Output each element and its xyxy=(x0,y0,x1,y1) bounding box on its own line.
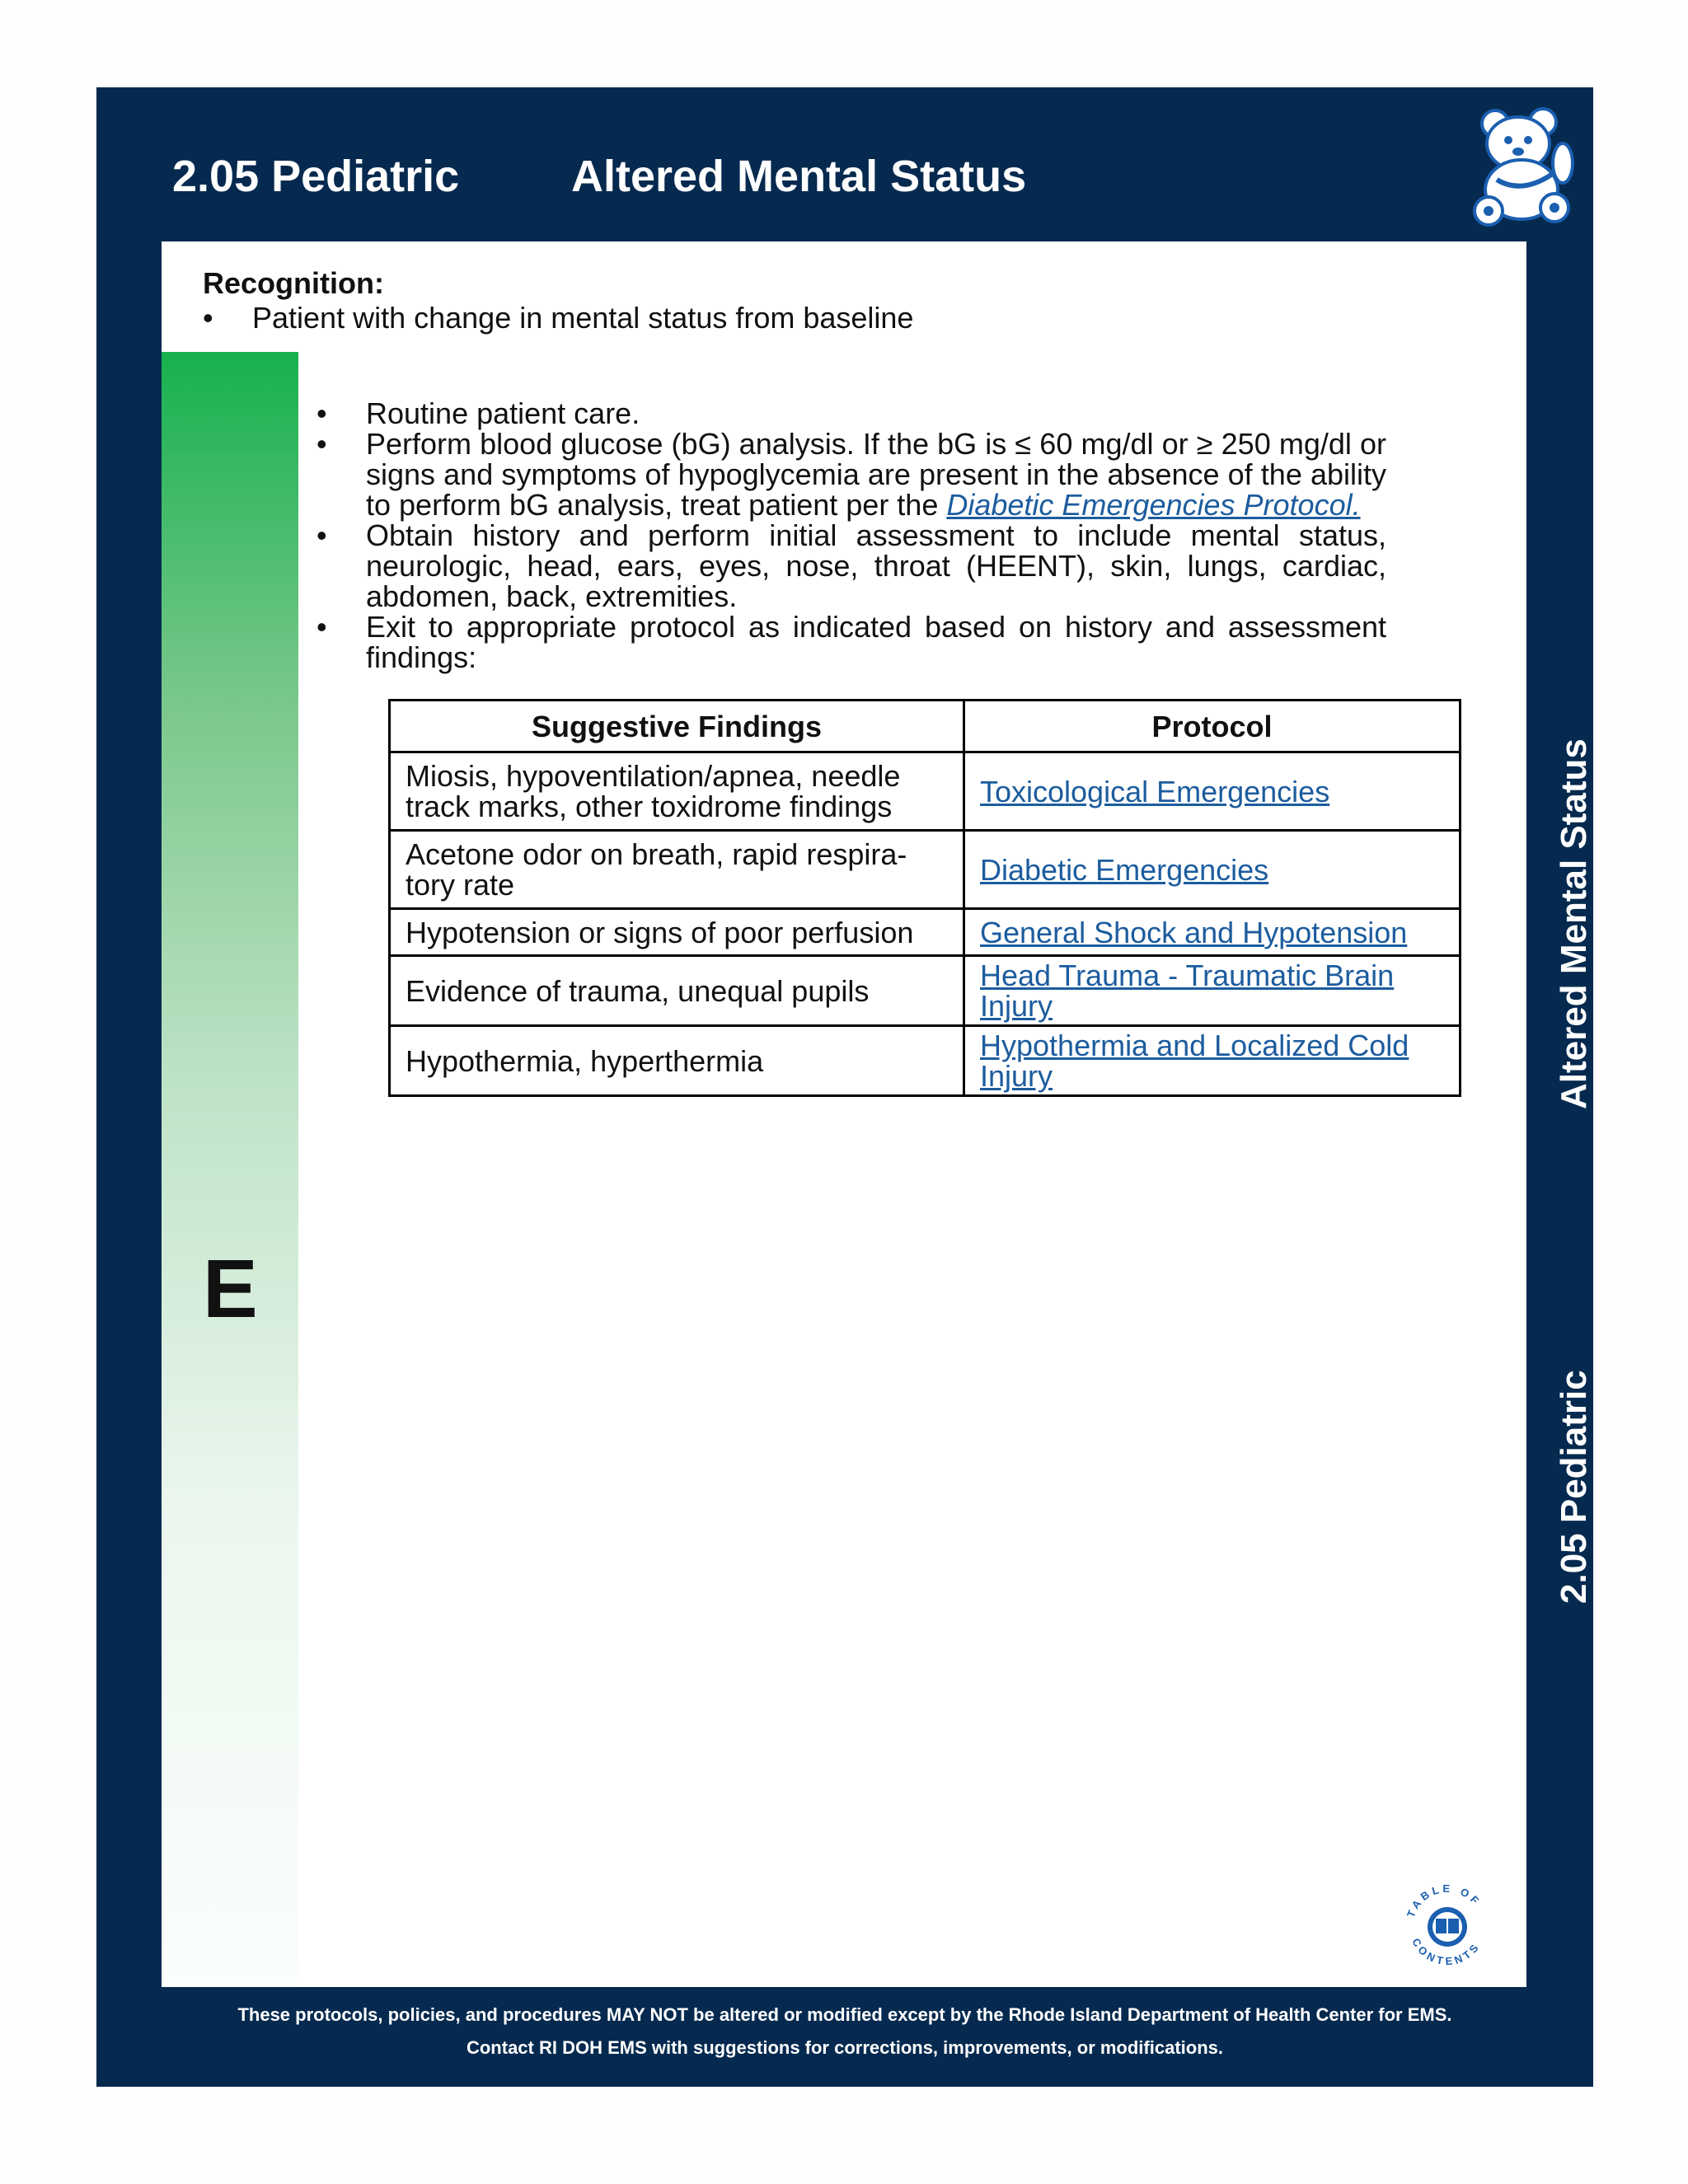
recognition-item: Patient with change in mental status from baseline xyxy=(252,301,914,335)
section-number: 2.05 Pediatric xyxy=(172,152,460,201)
finding-cell: Hypothermia, hyperthermia xyxy=(390,1026,964,1096)
diabetic-protocol-link[interactable]: Diabetic Emergencies Protocol. xyxy=(946,488,1361,522)
column-header: Protocol xyxy=(964,701,1461,752)
table-row xyxy=(390,909,1461,956)
protocol-link[interactable]: Head Trauma - Traumatic Brain Injury xyxy=(980,958,1395,1023)
care-level-label: E xyxy=(203,1243,258,1335)
protocol-link[interactable]: Hypothermia and Localized Cold Injury xyxy=(980,1029,1409,1093)
footer-disclaimer: These protocols, policies, and procedures MAY NOT be altered or modified except by the Rhode Island Department of Health Center for EMS. xyxy=(237,2004,1452,2025)
table-row xyxy=(390,831,1461,909)
protocol-cell xyxy=(964,831,1461,909)
list-item xyxy=(315,612,1386,673)
protocol-cell xyxy=(964,1026,1461,1096)
book-icon xyxy=(1398,1877,1497,1976)
finding-cell: Hypotension or signs of poor perfusion xyxy=(390,909,964,956)
teddy-bear-icon xyxy=(1464,104,1579,227)
recognition-list xyxy=(203,301,913,335)
content-panel xyxy=(162,241,1526,1987)
finding-cell: Miosis, hypoventilation/apnea, needle track marks, other toxidrome findings xyxy=(390,752,964,831)
findings-table xyxy=(388,699,1461,1097)
protocol-link[interactable]: Toxicological Emergencies xyxy=(980,774,1330,808)
bullet-icon: • xyxy=(203,301,213,335)
recognition-heading: Recognition: xyxy=(203,266,384,300)
list-item xyxy=(315,429,1386,520)
footer-contact: Contact RI DOH EMS with suggestions for corrections, improvements, or modifications. xyxy=(466,2037,1223,2058)
bullet-icon: • xyxy=(316,427,327,461)
page-frame xyxy=(96,87,1593,2087)
protocol-link[interactable]: Diabetic Emergencies xyxy=(980,852,1269,887)
care-level-bar xyxy=(162,352,298,1987)
table-header-row xyxy=(390,701,1461,752)
page-title: Altered Mental Status xyxy=(571,152,1027,201)
protocol-cell xyxy=(964,909,1461,956)
bullet-icon: • xyxy=(316,518,327,552)
protocol-link[interactable]: General Shock and Hypotension xyxy=(980,915,1408,949)
protocol-cell xyxy=(964,752,1461,831)
list-item xyxy=(315,520,1386,612)
bullet-icon: • xyxy=(316,610,327,644)
care-item-text: Perform blood glucose (bG) analysis. If the bG is ≤ 60 mg/dl or ≥ 250 mg/dl or signs and symptoms of hypoglycemia are present in the absence of the ability to perform bG analysis, treat patient per the xyxy=(366,427,1386,522)
table-row xyxy=(390,752,1461,831)
side-tab-section: 2.05 Pediatric xyxy=(1554,1370,1594,1604)
bullet-icon: • xyxy=(316,396,327,430)
finding-cell: Acetone odor on breath, rapid respira-tory rate xyxy=(390,831,964,909)
table-of-contents-button[interactable] xyxy=(1398,1877,1497,1976)
table-row xyxy=(390,1026,1461,1096)
list-item xyxy=(203,301,913,335)
care-item-text: Routine patient care. xyxy=(366,396,640,430)
protocol-cell xyxy=(964,956,1461,1026)
care-item-text: Exit to appropriate protocol as indicated based on history and assessment findings: xyxy=(366,610,1386,674)
list-item xyxy=(315,398,1386,429)
svg-text:CONTENTS: CONTENTS xyxy=(1409,1936,1483,1968)
column-header: Suggestive Findings xyxy=(390,701,964,752)
care-item-text: Obtain history and perform initial assessment to include mental status, neurologic, head, ears, eyes, nose, throat (HEENT), skin, lungs, cardiac, abdomen, back, extremities. xyxy=(366,518,1386,613)
care-list xyxy=(315,398,1386,673)
svg-text:TABLE OF: TABLE OF xyxy=(1404,1882,1484,1919)
finding-cell: Evidence of trauma, unequal pupils xyxy=(390,956,964,1026)
side-tab-title: Altered Mental Status xyxy=(1554,738,1594,1109)
table-row xyxy=(390,956,1461,1026)
